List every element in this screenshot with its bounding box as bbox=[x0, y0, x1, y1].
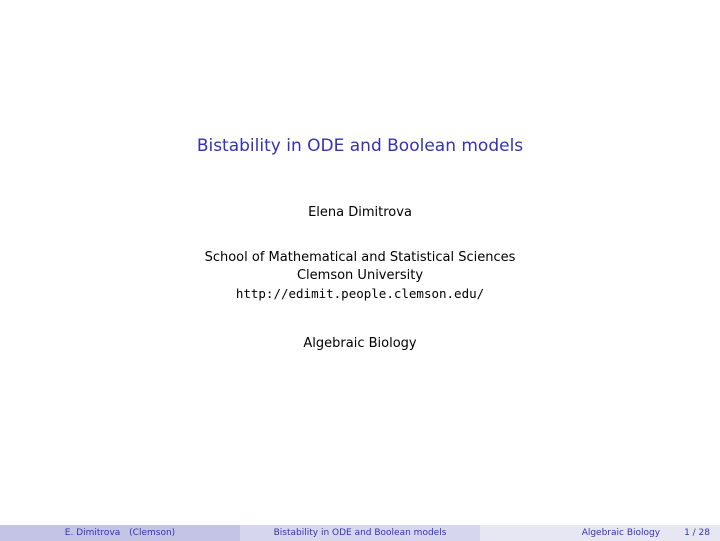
author-name: Elena Dimitrova bbox=[308, 205, 412, 220]
footer-title: Bistability in ODE and Boolean models bbox=[273, 528, 447, 538]
footer-author-section bbox=[0, 525, 240, 541]
institute-block bbox=[0, 249, 720, 303]
footer-institute: (Clemson) bbox=[129, 528, 176, 538]
footer-page-number: 1 / 28 bbox=[684, 528, 710, 538]
institute-url[interactable]: http://edimit.people.clemson.edu/ bbox=[235, 286, 485, 301]
footer-author: E. Dimitrova bbox=[64, 528, 121, 538]
footer-title-section bbox=[240, 525, 480, 541]
institute-university: Clemson University bbox=[296, 268, 424, 283]
slide-title: Bistability in ODE and Boolean models bbox=[196, 136, 524, 156]
footer-event: Algebraic Biology bbox=[581, 528, 661, 538]
footer-bar bbox=[0, 525, 720, 541]
footer-event-section bbox=[480, 525, 720, 541]
institute-school: School of Mathematical and Statistical Sciences bbox=[204, 250, 516, 265]
event-name: Algebraic Biology bbox=[303, 336, 417, 351]
